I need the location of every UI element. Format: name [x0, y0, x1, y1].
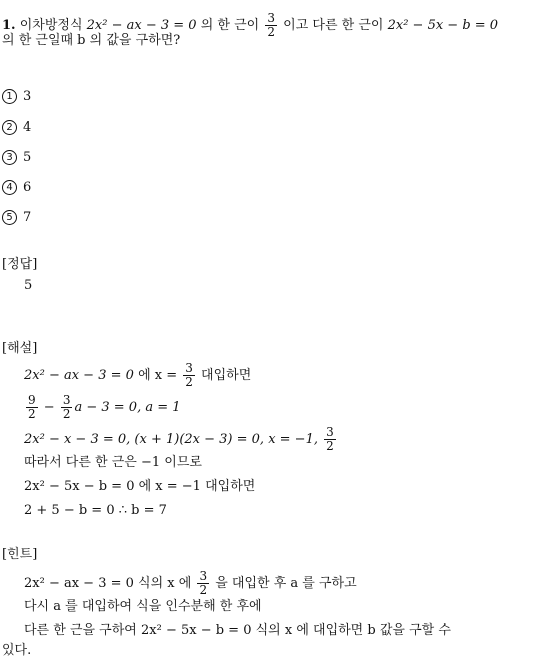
solution-fraction: [26, 394, 38, 421]
choice-item[interactable]: [2, 88, 31, 106]
fraction-denominator: 2: [199, 583, 208, 597]
hint-line-4: 있다.: [2, 643, 32, 658]
solution-equation: 2x² − ax − 3 = 0: [24, 368, 134, 383]
solution-line-1: [24, 362, 251, 389]
hint-fraction: [197, 570, 209, 597]
fraction-denominator: 2: [28, 407, 36, 421]
solution-line-2: [24, 394, 181, 421]
choice-marker: 5: [2, 210, 17, 225]
solution-equation: 2x² − x − 3 = 0, (x + 1)(2x − 3) = 0, x = −1,: [24, 432, 318, 447]
question-line-2: 의 한 근일때 b 의 값을 구하면?: [2, 33, 181, 48]
choice-marker: 2: [2, 120, 17, 135]
solution-label: [해설]: [2, 341, 38, 356]
question-fraction: [265, 12, 277, 39]
hint-text: 을 대입한 후 a 를 구하고: [215, 576, 357, 591]
choice-item[interactable]: [2, 209, 31, 227]
answer-label: [정답]: [2, 257, 38, 272]
choice-value: 4: [23, 120, 32, 135]
solution-line-6: 2 + 5 − b = 0 ∴ b = 7: [24, 503, 167, 518]
question-text-before: 이차방정식: [19, 18, 83, 33]
choice-item[interactable]: [2, 179, 31, 197]
fraction-denominator: 2: [62, 407, 71, 421]
fraction-numerator: 3: [185, 361, 193, 375]
solution-text: 에 x =: [138, 368, 178, 383]
solution-operator: −: [43, 400, 55, 415]
fraction-denominator: 2: [185, 375, 193, 389]
hint-line-1: [24, 570, 357, 597]
hint-line-3: 다른 한 근을 구하여 2x² − 5x − b = 0 식의 x 에 대입하면 b 값을 구할 수: [24, 623, 451, 638]
solution-fraction: [61, 394, 73, 421]
hint-text: 2x² − ax − 3 = 0 식의 x 에: [24, 576, 192, 591]
solution-line-3: [24, 426, 338, 453]
choice-item[interactable]: [2, 149, 31, 167]
fraction-numerator: 3: [326, 425, 334, 439]
answer-value: 5: [24, 278, 33, 293]
fraction-numerator: 3: [62, 393, 71, 407]
hint-line-2: 다시 a 를 대입하여 식을 인수분해 한 후에: [24, 599, 262, 614]
fraction-denominator: 2: [326, 439, 334, 453]
solution-line-5: 2x² − 5x − b = 0 에 x = −1 대입하면: [24, 479, 256, 494]
question-text-mid1: 의 한 근이: [200, 18, 260, 33]
solution-equation: a − 3 = 0, a = 1: [74, 400, 181, 415]
solution-fraction: [183, 362, 195, 389]
choice-marker: 3: [2, 150, 17, 165]
choice-marker: 1: [2, 89, 17, 104]
choice-value: 6: [23, 180, 32, 195]
solution-text: 대입하면: [201, 368, 252, 383]
question-number: 1.: [2, 18, 16, 33]
choice-value: 3: [23, 89, 32, 104]
hint-label: [힌트]: [2, 547, 38, 562]
equation-2: 2x² − 5x − b = 0: [387, 18, 499, 33]
choice-value: 5: [23, 150, 32, 165]
equation-1: 2x² − ax − 3 = 0: [86, 18, 197, 33]
question-text-mid2: 이고 다른 한 근이: [283, 18, 384, 33]
fraction-numerator: 3: [267, 11, 275, 25]
choice-value: 7: [23, 210, 32, 225]
fraction-numerator: 9: [28, 393, 36, 407]
fraction-denominator: 2: [267, 25, 275, 39]
fraction-numerator: 3: [199, 569, 208, 583]
choice-item[interactable]: [2, 119, 31, 137]
solution-fraction: [324, 426, 336, 453]
solution-line-4: 따라서 다른 한 근은 −1 이므로: [24, 455, 202, 470]
choice-marker: 4: [2, 180, 17, 195]
